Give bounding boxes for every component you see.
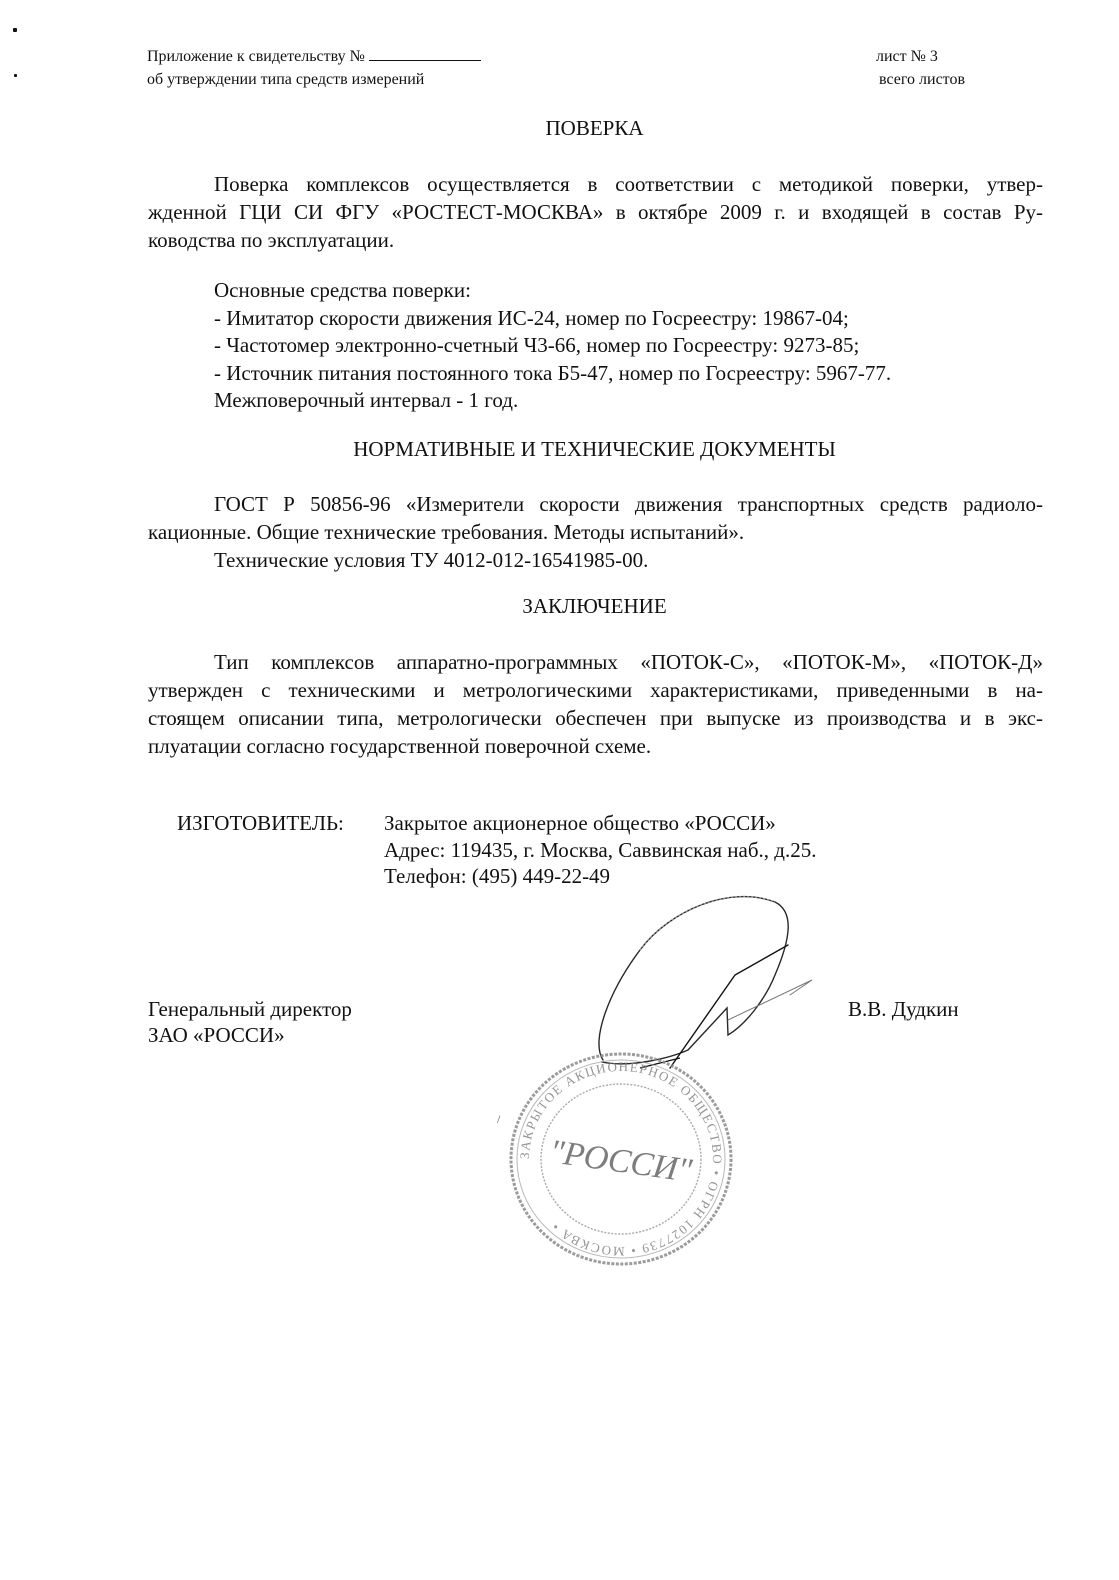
manufacturer-name: Закрытое акционерное общество «РОССИ» [384, 811, 776, 835]
sheet-number: лист № 3 [876, 48, 938, 65]
conclusion-line: плуатации согласно государственной поверочной схеме. [148, 734, 652, 758]
manufacturer-details [384, 810, 816, 890]
manufacturer-label: ИЗГОТОВИТЕЛЬ: [177, 811, 344, 835]
normative-line: кационные. Общие технические требования. Методы испытаний». [148, 520, 745, 544]
margin-mark [13, 28, 17, 32]
normative-line: Технические условия ТУ 4012-012-16541985-00. [214, 548, 649, 572]
signature-icon [580, 880, 840, 1070]
tool-item: - Частотомер электронно-счетный Ч3-66, номер по Госреестру: 9273-85; [214, 333, 860, 357]
signatory-title: Генеральный директор [148, 997, 352, 1021]
company-stamp-icon [505, 1048, 737, 1270]
verification-paragraph [148, 170, 1043, 254]
paragraph-line: ководства по эксплуатации. [148, 228, 395, 252]
signatory-name: В.В. Дудкин [848, 997, 959, 1021]
stray-mark: / [497, 1112, 501, 1126]
normative-paragraph [148, 490, 1043, 574]
conclusion-line: утвержден с техническими и метрологическими характеристиками, приведенными в на- [148, 678, 1043, 702]
section-title-verification: ПОВЕРКА [545, 116, 644, 140]
normative-line: ГОСТ Р 50856-96 «Измерители скорости движения транспортных средств радиоло- [214, 492, 1043, 516]
total-sheets: всего листов [879, 71, 966, 88]
section-title-normative: НОРМАТИВНЫЕ И ТЕХНИЧЕСКИЕ ДОКУМЕНТЫ [353, 437, 836, 461]
tool-item: - Источник питания постоянного тока Б5-47, номер по Госреестру: 5967-77. [214, 360, 892, 385]
conclusion-paragraph [148, 648, 1043, 760]
manufacturer-address: Адрес: 119435, г. Москва, Саввинская наб., д.25. [384, 837, 817, 862]
section-title-conclusion: ЗАКЛЮЧЕНИЕ [522, 594, 667, 618]
conclusion-line: стоящем описании типа, метрологически обеспечен при выпуске из производства и в экс- [148, 706, 1043, 730]
header-appendix [147, 46, 481, 68]
paragraph-line: Поверка комплексов осуществляется в соответствии с методикой поверки, утвер- [214, 172, 1043, 196]
certificate-number-blank [369, 46, 481, 61]
paragraph-line: жденной ГЦИ СИ ФГУ «РОСТЕСТ-МОСКВА» в октябре 2009 г. и входящей в состав Ру- [148, 200, 1043, 224]
conclusion-line: Тип комплексов аппаратно-программных «ПОТОК-С», «ПОТОК-М», «ПОТОК-Д» [214, 650, 1043, 674]
manufacturer-phone: Телефон: (495) 449-22-49 [384, 864, 611, 888]
tools-heading: Основные средства поверки: [214, 278, 471, 302]
verification-tools-list [214, 277, 891, 415]
margin-mark [14, 74, 17, 77]
stamp-center-text: "РОССИ" [547, 1133, 695, 1190]
svg-text:ЗАКРЫТОЕ АКЦИОНЕРНОЕ ОБЩЕСТВО: ЗАКРЫТОЕ АКЦИОНЕРНОЕ ОБЩЕСТВО • ОГРН 1027739 • МОСКВА • [516, 1058, 726, 1260]
header-approval: об утверждении типа средств измерений [147, 71, 425, 88]
signatory-position [148, 996, 352, 1048]
signatory-company: ЗАО «РОССИ» [148, 1023, 285, 1047]
verification-interval: Межповерочный интервал - 1 год. [214, 388, 519, 412]
tool-item: - Имитатор скорости движения ИС-24, номер по Госреестру: 19867-04; [214, 305, 849, 330]
appendix-label: Приложение к свидетельству № [147, 48, 365, 65]
